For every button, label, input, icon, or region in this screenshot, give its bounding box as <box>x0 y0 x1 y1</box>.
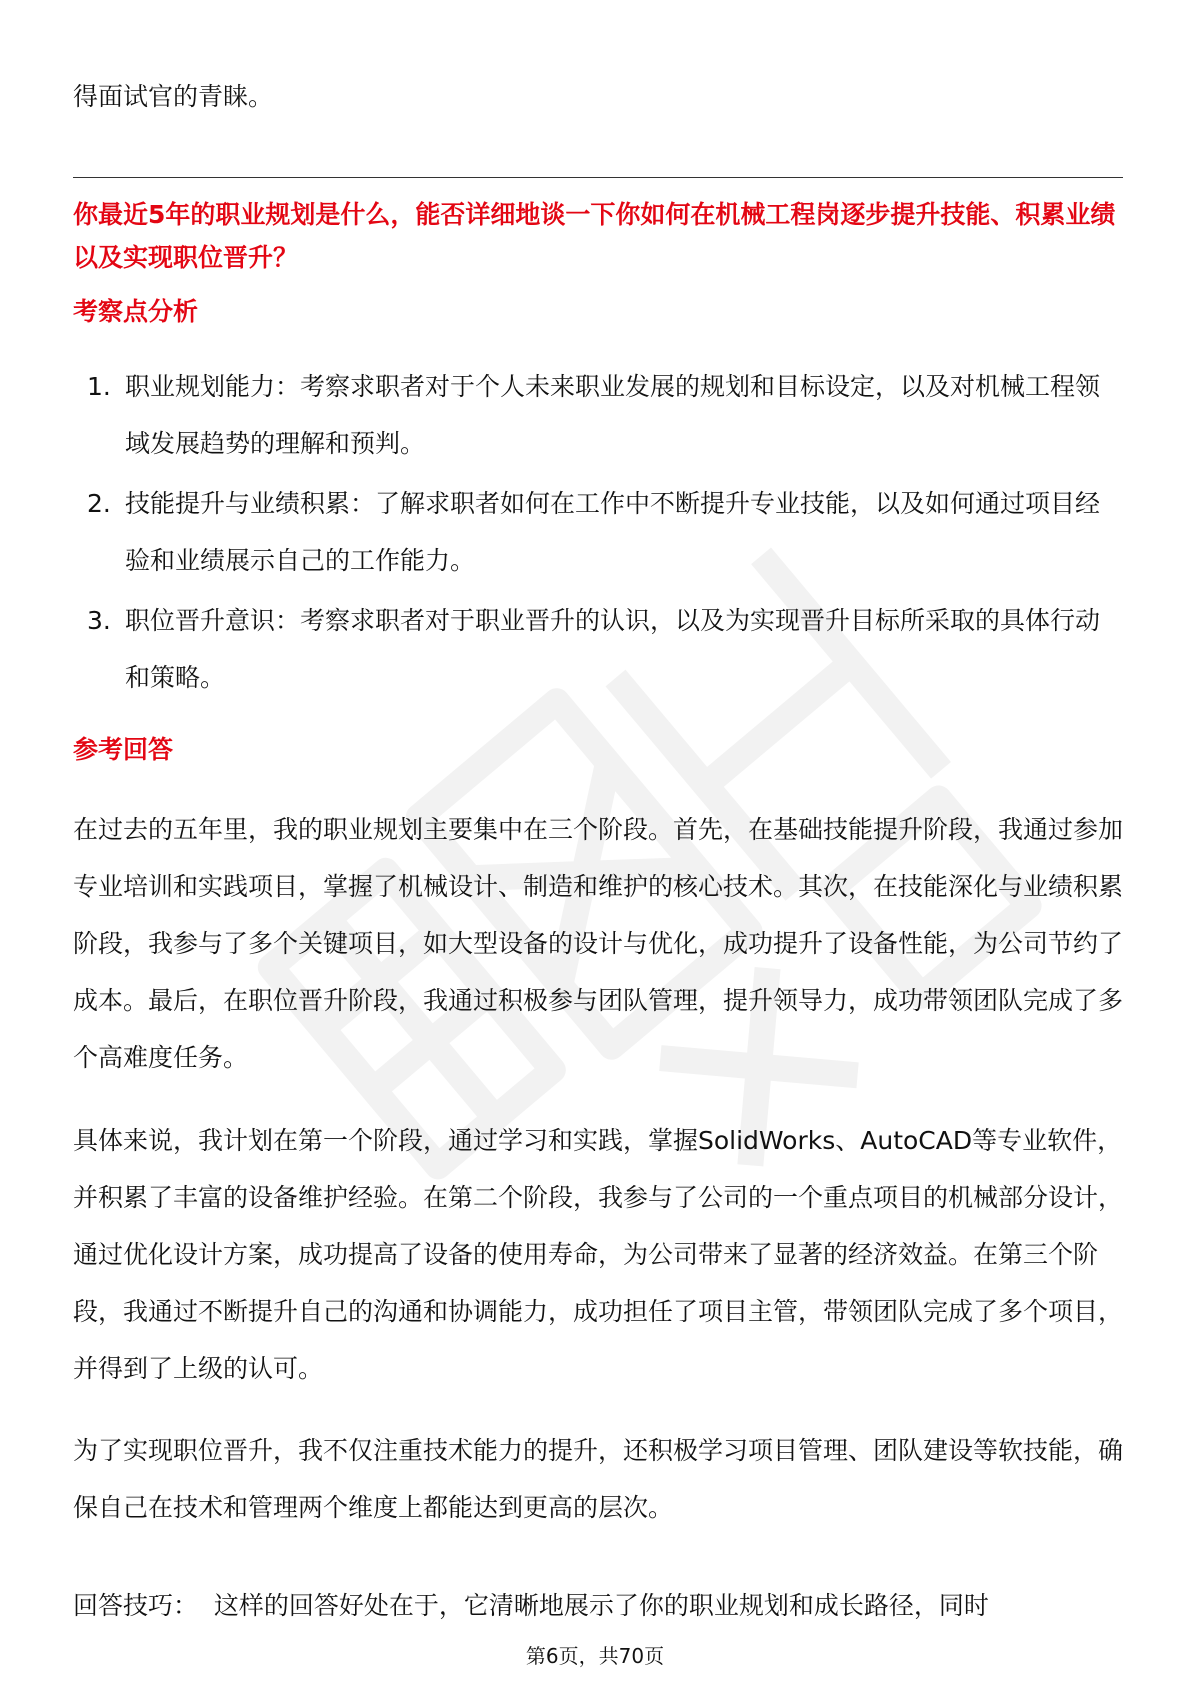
list-item-number: 3. <box>87 606 111 635</box>
list-item-number: 2. <box>87 489 111 518</box>
list-item-text: 职位晋升意识：考察求职者对于职业晋升的认识，以及为实现晋升目标所采取的具体行动和策略。 <box>125 606 1101 692</box>
answer-tips-paragraph: 回答技巧： 这样的回答好处在于，它清晰地展示了你的职业规划和成长路径，同时 <box>73 1591 989 1620</box>
list-item <box>73 475 1123 589</box>
answer-paragraph: 在过去的五年里，我的职业规划主要集中在三个阶段。首先，在基础技能提升阶段，我通过参加专业培训和实践项目，掌握了机械设计、制造和维护的核心技术。其次，在技能深化与业绩积累阶段，我参与了多个关键项目，如大型设备的设计与优化，成功提升了设备性能，为公司节约了成本。最后，在职位晋升阶段，我通过积极参与团队管理，提升领导力，成功带领团队完成了多个高难度任务。 <box>73 815 1124 1072</box>
list-item <box>73 358 1123 472</box>
list-item-text: 技能提升与业绩积累：了解求职者如何在工作中不断提升专业技能，以及如何通过项目经验和业绩展示自己的工作能力。 <box>125 489 1101 575</box>
list-item-text: 职业规划能力：考察求职者对于个人未来职业发展的规划和目标设定，以及对机械工程领域发展趋势的理解和预判。 <box>125 372 1101 458</box>
answer-paragraph: 具体来说，我计划在第一个阶段，通过学习和实践，掌握SolidWorks、AutoCAD等专业软件，并积累了丰富的设备维护经验。在第二个阶段，我参与了公司的一个重点项目的机械部分设计，通过优化设计方案，成功提高了设备的使用寿命，为公司带来了显著的经济效益。在第三个阶段，我通过不断提升自己的沟通和协调能力，成功担任了项目主管，带领团队完成了多个项目，并得到了上级的认可。 <box>73 1126 1124 1383</box>
list-item <box>73 592 1123 706</box>
analysis-list <box>73 358 1123 709</box>
answer-paragraph: 为了实现职位晋升，我不仅注重技术能力的提升，还积极学习项目管理、团队建设等软技能，确保自己在技术和管理两个维度上都能达到更高的层次。 <box>73 1436 1124 1522</box>
answer-heading: 参考回答 <box>73 735 174 764</box>
analysis-heading: 考察点分析 <box>73 297 199 326</box>
intro-tail-text: 得面试官的青睐。 <box>73 82 274 111</box>
list-item-number: 1. <box>87 372 111 401</box>
section-divider <box>73 177 1123 178</box>
question-title: 你最近5年的职业规划是什么，能否详细地谈一下你如何在机械工程岗逐步提升技能、积累业绩以及实现职位晋升？ <box>73 200 1116 272</box>
page-number: 第6页，共70页 <box>525 1644 665 1668</box>
